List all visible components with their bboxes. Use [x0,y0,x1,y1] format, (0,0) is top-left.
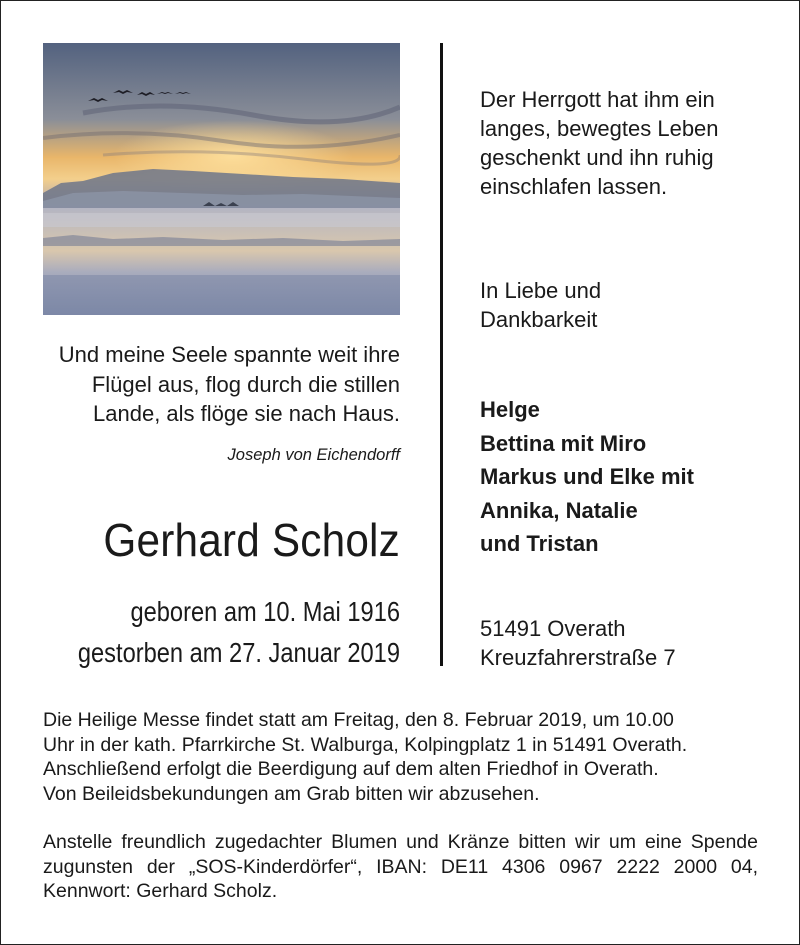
memorial-verse [480,85,780,201]
family-line: Markus und Elke mit [480,464,694,489]
family-line: und Tristan [480,531,599,556]
quote-line: Flügel aus, flog durch die stillen [91,371,400,397]
deceased-name: Gerhard Scholz [103,514,401,566]
vertical-divider [440,43,443,666]
love-line: In Liebe und [480,278,602,303]
address-line: 51491 Overath [480,616,626,641]
family-line: Bettina mit Miro [480,430,647,456]
family-line: Helge [480,397,540,422]
death-date: gestorben am 27. Januar 2019 [77,637,401,668]
mass-line: Die Heilige Messe findet statt am Freitag, den 8. Februar 2019, um 10.00 [43,709,674,731]
quote-line: Und meine Seele spannte weit ihre [58,342,400,367]
funeral-mass-notice [43,708,758,806]
address-line: Kreuzfahrerstraße 7 [480,645,676,670]
family-line: Annika, Natalie [480,497,638,523]
love-line: Dankbarkeit [480,307,598,332]
verse-line: geschenkt und ihn ruhig [480,145,714,170]
life-dates [56,591,400,673]
quote-line: Lande, als flöge sie nach Haus. [93,401,400,426]
mass-line: Anschließend erfolgt die Beerdigung auf dem alten Friedhof in Overath. [43,758,659,780]
verse-line: langes, bewegtes Leben [480,116,719,141]
mass-line: Von Beileidsbekundungen am Grab bitten wir abzusehen. [43,782,540,805]
love-gratitude [480,276,780,334]
family-names [480,393,780,561]
eichendorff-quote [30,340,400,429]
verse-line: Der Herrgott hat ihm ein [480,87,715,112]
birth-date: geboren am 10. Mai 1916 [130,596,400,627]
sunset-lake-photo [43,43,400,315]
family-address [480,614,780,672]
quote-author: Joseph von Eichendorff [227,446,400,464]
verse-line: einschlafen lassen. [480,174,668,199]
mass-line: Uhr in der kath. Pfarrkirche St. Walburga, Kolpingplatz 1 in 51491 Overath. [43,733,688,756]
donation-notice: Anstelle freundlich zugedachter Blumen und Kränze bitten wir um eine Spende zugunsten der „SOS-Kinderdörfer“, IBAN: DE11 4306 0967 2222 2000 04, Kennwort: Gerhard Scholz. [43,831,758,902]
